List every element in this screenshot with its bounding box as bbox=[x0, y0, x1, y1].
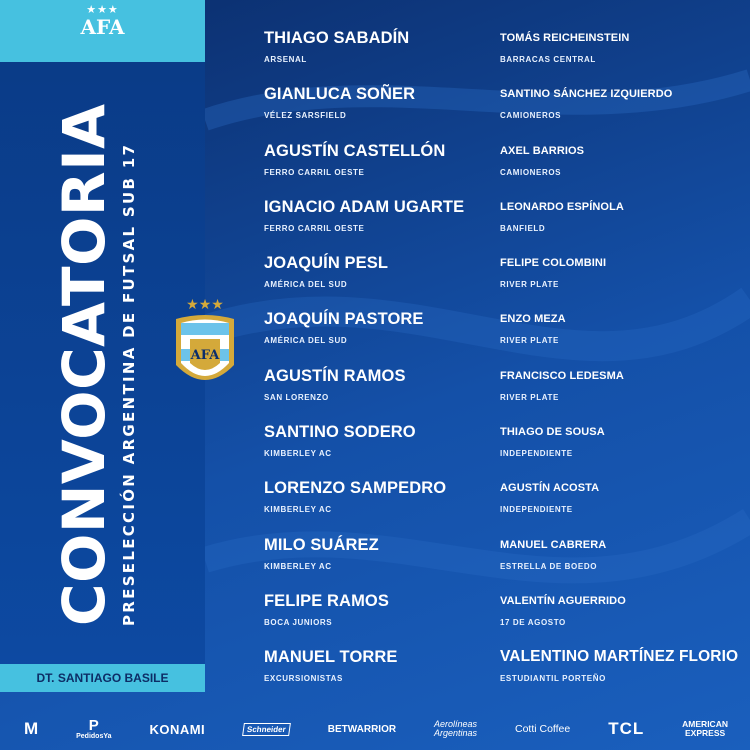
player-name: SANTINO SODERO bbox=[264, 423, 416, 442]
player-item bbox=[500, 28, 738, 84]
player-name: MANUEL CABRERA bbox=[500, 538, 607, 551]
player-club: RIVER PLATE bbox=[500, 336, 559, 346]
player-item bbox=[500, 84, 738, 140]
player-name: AGUSTÍN RAMOS bbox=[264, 366, 406, 385]
player-club: BARRACAS CENTRAL bbox=[500, 55, 596, 64]
players-column-left bbox=[264, 28, 464, 704]
player-club: AMÉRICA DEL SUD bbox=[264, 336, 348, 346]
player-item bbox=[500, 141, 738, 197]
player-club: 17 DE AGOSTO bbox=[500, 617, 566, 627]
player-item bbox=[500, 535, 738, 591]
afa-stars: ★★★ bbox=[86, 3, 119, 16]
tcl-logo: TCL bbox=[608, 719, 645, 738]
player-item bbox=[500, 366, 738, 422]
player-item bbox=[264, 28, 464, 84]
player-club: VÉLEZ SARSFIELD bbox=[264, 111, 347, 121]
amex-line2: EXPRESS bbox=[685, 728, 726, 738]
player-item bbox=[264, 422, 464, 478]
player-club: ESTUDIANTIL PORTEÑO bbox=[500, 674, 606, 684]
player-name: MANUEL TORRE bbox=[264, 648, 398, 667]
player-club: ARSENAL bbox=[264, 55, 307, 64]
player-name: JOAQUÍN PESL bbox=[264, 254, 389, 273]
player-name: VALENTINO MARTÍNEZ FLORIO bbox=[500, 648, 739, 666]
player-name: IGNACIO ADAM UGARTE bbox=[264, 197, 465, 216]
player-name: AGUSTÍN CASTELLÓN bbox=[264, 141, 446, 160]
player-name: GIANLUCA SOÑER bbox=[264, 85, 416, 104]
player-item bbox=[264, 141, 464, 197]
player-item bbox=[264, 366, 464, 422]
pedidosya-mark: P bbox=[88, 716, 99, 734]
player-club: RIVER PLATE bbox=[500, 392, 559, 402]
pedidosya-logo bbox=[76, 718, 111, 741]
afa-crest-icon bbox=[170, 295, 240, 400]
player-name: THIAGO SABADÍN bbox=[264, 29, 410, 47]
sponsors-bar bbox=[0, 708, 750, 750]
player-club: CAMIONEROS bbox=[500, 111, 562, 121]
player-item bbox=[264, 535, 464, 591]
player-club: KIMBERLEY AC bbox=[264, 561, 332, 571]
player-club: FERRO CARRIL OESTE bbox=[264, 223, 365, 233]
player-club: INDEPENDIENTE bbox=[500, 449, 573, 459]
player-name: JOAQUÍN PASTORE bbox=[264, 310, 424, 329]
mcdonalds-logo: M bbox=[24, 719, 39, 738]
page-subtitle: PRESELECCIÓN ARGENTINA DE FUTSAL SUB 17 bbox=[120, 142, 138, 626]
player-item bbox=[264, 253, 464, 309]
player-name: FELIPE RAMOS bbox=[264, 591, 389, 610]
player-item bbox=[500, 422, 738, 478]
player-name: AGUSTÍN ACOSTA bbox=[500, 482, 600, 495]
betwarrior-logo: BETWARRIOR bbox=[327, 723, 397, 735]
player-club: INDEPENDIENTE bbox=[500, 505, 573, 515]
afa-logo bbox=[0, 4, 205, 38]
konami-logo: KONAMI bbox=[149, 721, 206, 737]
amex-line1: AMERICAN bbox=[682, 719, 728, 729]
player-name: MILO SUÁREZ bbox=[264, 535, 379, 554]
aerolineas-line2: Argentinas bbox=[434, 728, 478, 738]
player-club: KIMBERLEY AC bbox=[264, 505, 332, 515]
coach-label: DT. SANTIAGO BASILE bbox=[0, 664, 205, 692]
player-name: SANTINO SÁNCHEZ IZQUIERDO bbox=[500, 88, 673, 101]
player-item bbox=[500, 591, 738, 647]
player-club: EXCURSIONISTAS bbox=[264, 674, 343, 684]
player-item bbox=[264, 591, 464, 647]
player-club: KIMBERLEY AC bbox=[264, 449, 332, 459]
schneider-logo: Schneider bbox=[242, 723, 291, 736]
player-name: ENZO MEZA bbox=[500, 313, 566, 326]
pedidosya-label: PedidosYa bbox=[76, 732, 112, 740]
player-item bbox=[264, 478, 464, 534]
vertical-title-block bbox=[50, 86, 165, 626]
player-item bbox=[264, 84, 464, 140]
player-name: VALENTÍN AGUERRIDO bbox=[500, 594, 626, 607]
player-item bbox=[500, 197, 738, 253]
player-item bbox=[500, 478, 738, 534]
player-item bbox=[264, 197, 464, 253]
american-express-logo bbox=[682, 720, 728, 738]
player-club: FERRO CARRIL OESTE bbox=[264, 167, 365, 177]
player-name: FRANCISCO LEDESMA bbox=[500, 369, 624, 382]
player-item bbox=[264, 309, 464, 365]
cotti-coffee-logo: Cotti Coffee bbox=[514, 723, 571, 735]
player-name: THIAGO DE SOUSA bbox=[500, 426, 605, 439]
players-column-right bbox=[500, 28, 738, 704]
player-club: BANFIELD bbox=[500, 223, 546, 233]
player-name: LORENZO SAMPEDRO bbox=[264, 479, 447, 498]
crest-letters: AFA bbox=[190, 348, 220, 363]
player-item bbox=[500, 647, 738, 703]
player-name: TOMÁS REICHEINSTEIN bbox=[500, 32, 630, 44]
player-club: CAMIONEROS bbox=[500, 167, 562, 177]
player-item bbox=[500, 309, 738, 365]
crest-stars: ★★★ bbox=[186, 297, 224, 313]
player-club: RIVER PLATE bbox=[500, 280, 559, 290]
afa-letters: AFA bbox=[80, 15, 125, 39]
player-item bbox=[500, 253, 738, 309]
player-name: FELIPE COLOMBINI bbox=[500, 257, 607, 270]
player-item bbox=[264, 647, 464, 703]
player-name: AXEL BARRIOS bbox=[500, 144, 585, 157]
player-club: AMÉRICA DEL SUD bbox=[264, 280, 348, 290]
aerolineas-logo bbox=[434, 720, 477, 738]
player-club: ESTRELLA DE BOEDO bbox=[500, 561, 598, 571]
player-club: SAN LORENZO bbox=[264, 392, 329, 402]
page-title: CONVOCATORIA bbox=[50, 103, 118, 626]
player-name: LEONARDO ESPÍNOLA bbox=[500, 200, 624, 213]
aerolineas-line1: Aerolíneas bbox=[434, 719, 478, 729]
player-club: BOCA JUNIORS bbox=[264, 617, 333, 627]
